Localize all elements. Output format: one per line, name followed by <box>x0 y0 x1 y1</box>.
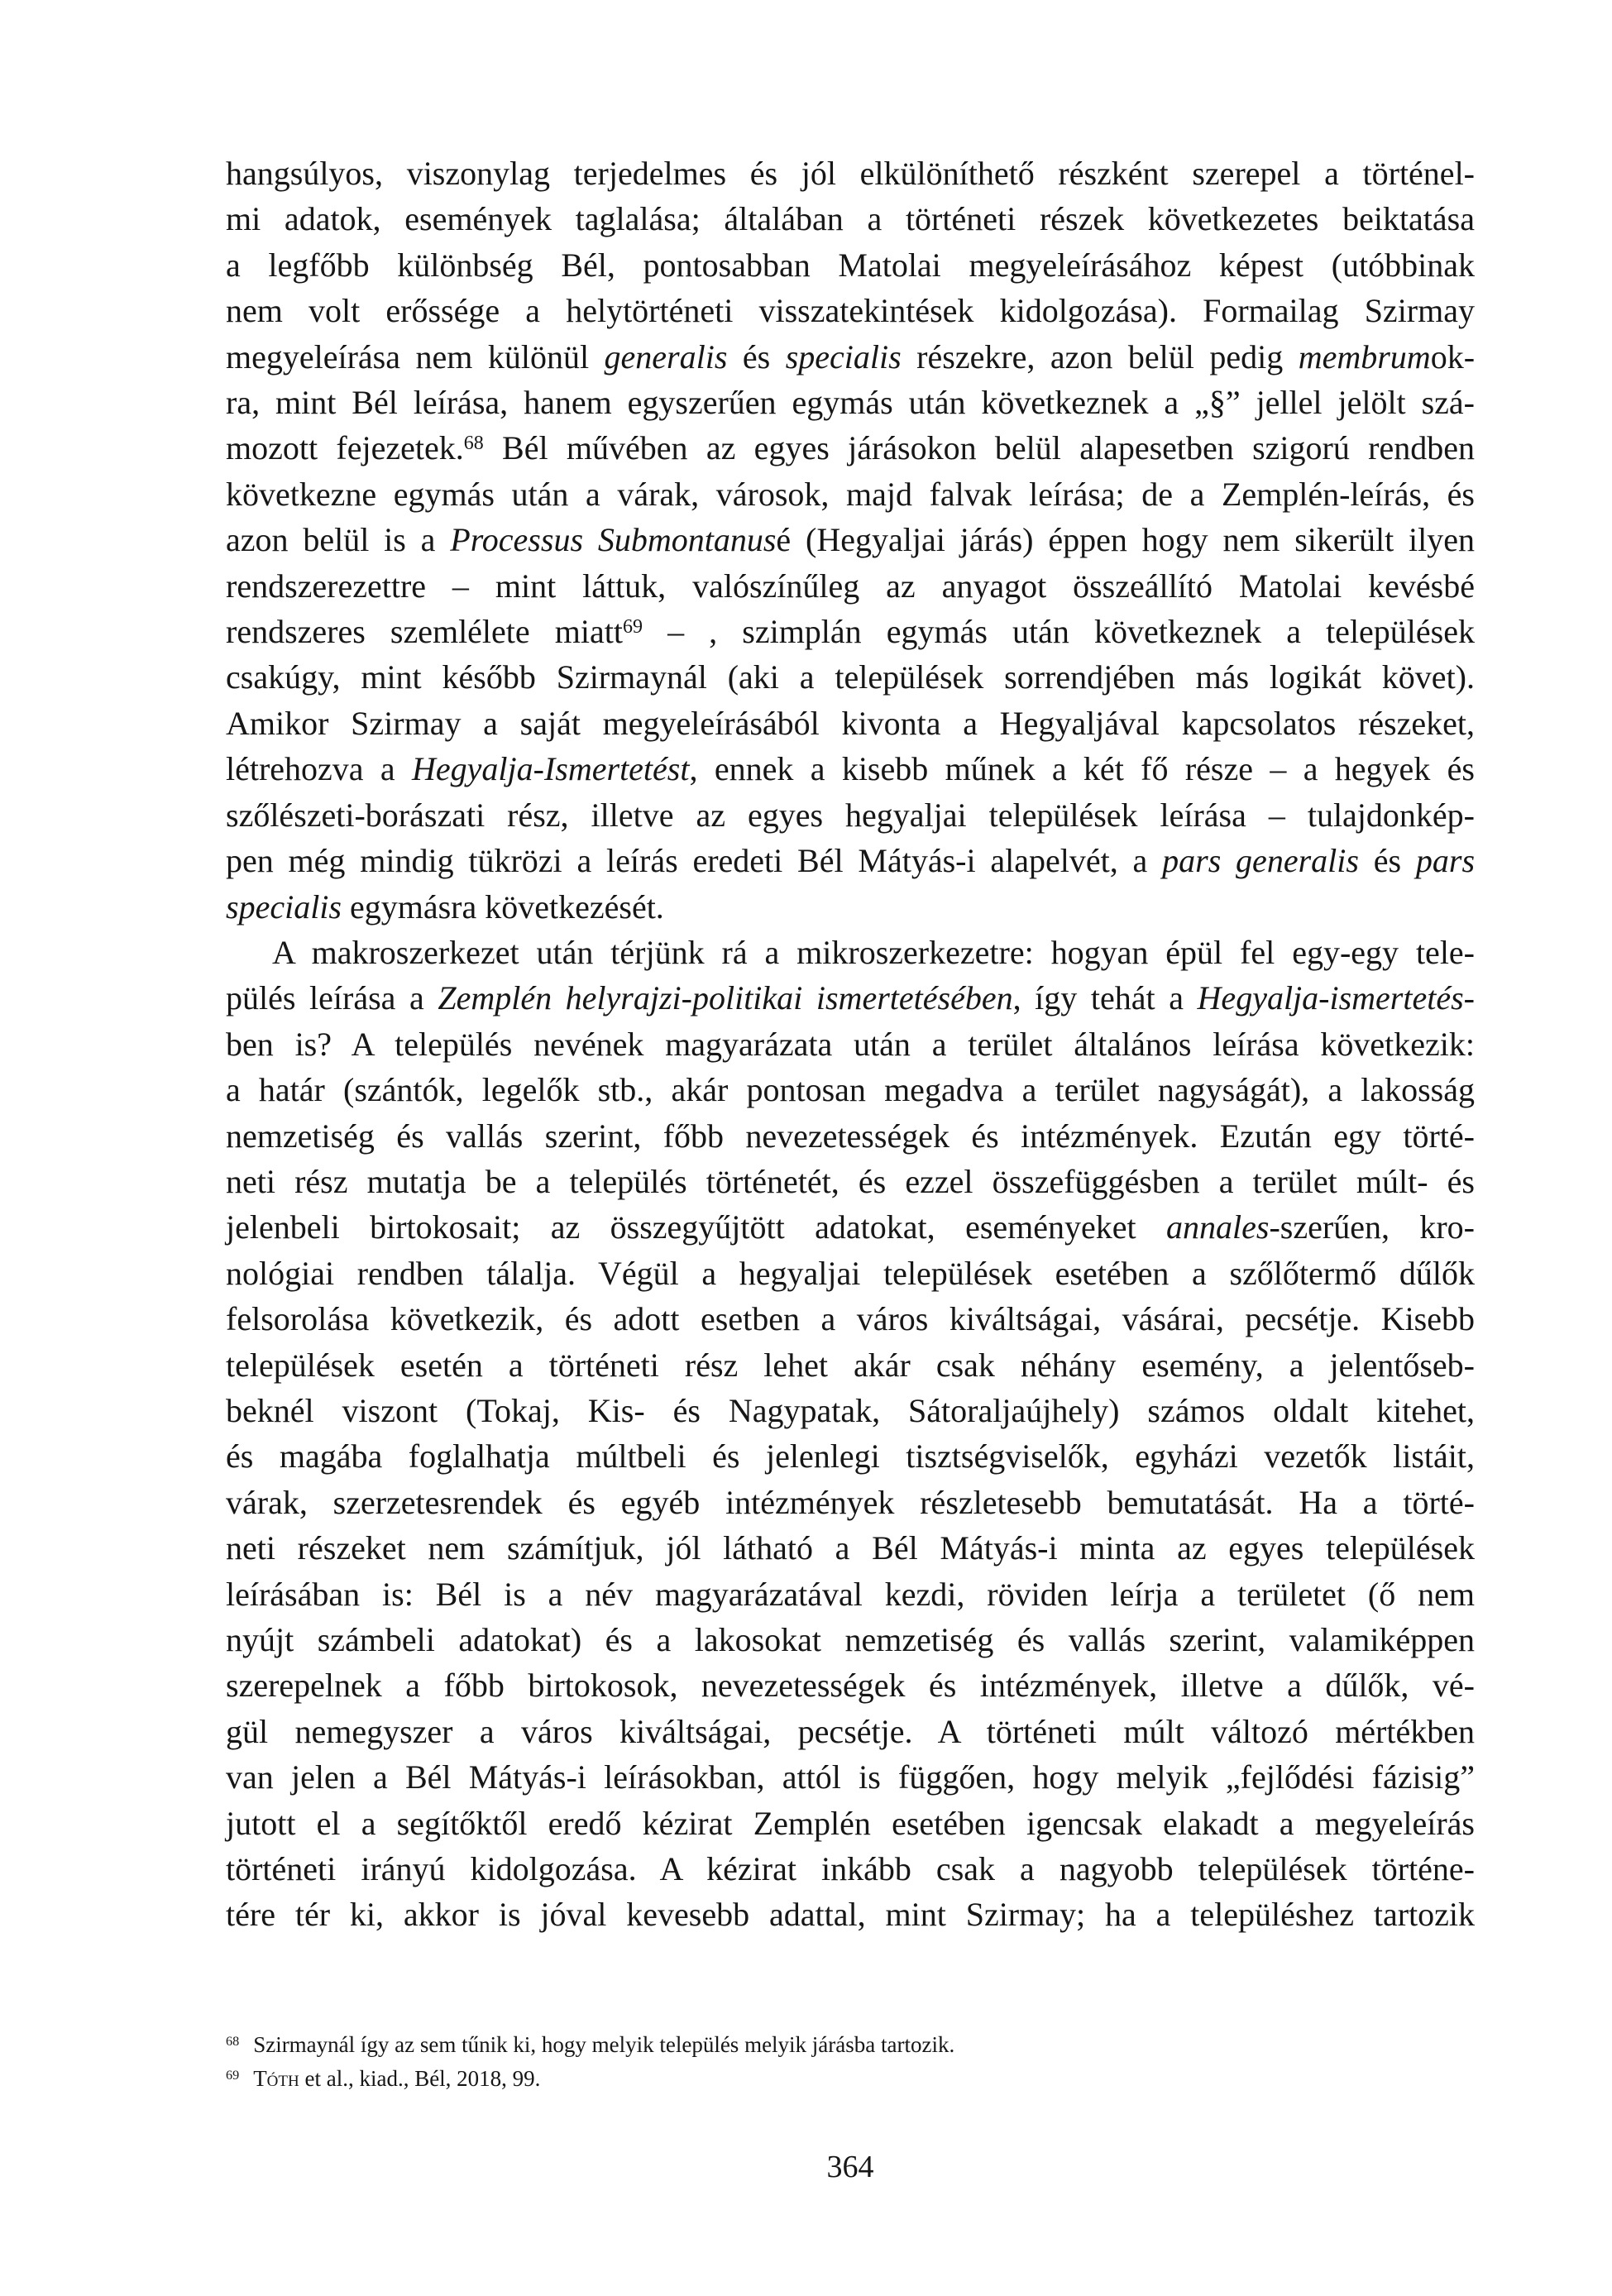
text-line-content <box>226 1388 1475 1433</box>
text-line-content <box>226 792 1475 838</box>
text-line-content <box>226 1709 1475 1754</box>
text-line <box>226 1846 1475 1892</box>
text-run: egymásra következését. <box>341 887 664 926</box>
text-line-content <box>226 609 1475 654</box>
text-line-content <box>226 1067 1475 1112</box>
text-line-content <box>226 701 1475 746</box>
text-line <box>226 517 1475 562</box>
text-run: Tóth <box>253 2066 299 2091</box>
text-run: rendszerezettre – mint láttuk, valószínűleg az anyagot összeállító Matolai kevésbé <box>226 567 1475 605</box>
text-line <box>226 1801 1475 1846</box>
text-line <box>226 1754 1475 1800</box>
text-run: következne egymás után a várak, városok, majd falvak leírása; de a Zemplén-leírás, és <box>226 475 1475 513</box>
text-run: pen még mindig tükrözi a leírás eredeti Bél Mátyás-i alapelvét, a <box>226 842 1163 880</box>
text-line <box>226 471 1475 517</box>
text-line-content <box>226 242 1475 288</box>
text-run: nemzetiség és vallás szerint, főbb nevezetességek és intézmények. Ezután egy törté- <box>226 1117 1475 1155</box>
text-line <box>226 1342 1475 1388</box>
text-line-content <box>226 838 1475 883</box>
text-run: Hegyalja-ismertetés- <box>1197 979 1475 1017</box>
text-run: A makroszerkezet után térjünk rá a mikroszerkezetre: hogyan épül fel egy-egy tele- <box>272 933 1475 971</box>
text-line <box>226 975 1475 1021</box>
text-run: Bél művében az egyes járásokon belül alapesetben szigorú rendben <box>483 429 1475 467</box>
text-run: neti rész mutatja be a település történetét, és ezzel összefüggésben a terület múlt- és <box>226 1162 1475 1200</box>
footnote <box>226 2062 1475 2096</box>
text-line-content <box>226 1617 1475 1662</box>
text-line <box>226 792 1475 838</box>
text-line <box>226 242 1475 288</box>
page-body-text <box>226 151 1475 1938</box>
text-run: membrum <box>1298 337 1431 375</box>
text-run: és <box>1358 842 1416 880</box>
text-run: a határ (szántók, legelők stb., akár pontosan megadva a terület nagyságát), a lakosság <box>226 1071 1475 1109</box>
text-line <box>226 196 1475 242</box>
text-run: Szirmaynál így az sem tűnik ki, hogy melyik település melyik járásba tartozik. <box>253 2032 955 2057</box>
text-line-content <box>226 975 1475 1021</box>
text-line-content <box>226 884 664 930</box>
text-line-content <box>226 1571 1475 1617</box>
text-run: van jelen a Bél Mátyás-i leírásokban, attól is függően, hogy melyik „fejlődési fázisig” <box>226 1758 1475 1796</box>
text-line-content <box>226 196 1475 242</box>
text-line <box>226 654 1475 700</box>
text-run: ben is? A település nevének magyarázata után a terület általános leírása következik: <box>226 1025 1475 1063</box>
text-line <box>226 1892 1475 1937</box>
text-run: leírásában is: Bél is a név magyarázatával kezdi, röviden leírja a területet (ő nem <box>226 1575 1475 1613</box>
text-line <box>226 1617 1475 1662</box>
text-run: és magába foglalhatja múltbeli és jelenlegi tisztségviselők, egyházi vezetők listáit, <box>226 1437 1475 1476</box>
text-line <box>226 151 1475 196</box>
text-line <box>226 746 1475 792</box>
text-run: annales <box>1166 1208 1270 1246</box>
text-line-content <box>226 1159 1475 1204</box>
text-line <box>226 380 1475 425</box>
text-line-content <box>226 1021 1475 1067</box>
text-run: mozott fejezetek. <box>226 429 464 467</box>
text-line-content <box>226 1846 1475 1892</box>
text-run: történeti irányú kidolgozása. A kézirat inkább csak a nagyobb települések történe- <box>226 1850 1475 1888</box>
text-line <box>226 884 1475 930</box>
footnote-number: 68 <box>226 2033 240 2049</box>
text-line-content <box>226 334 1475 380</box>
text-run: részekre, azon belül pedig <box>901 337 1299 375</box>
text-run: , ennek a kisebb műnek a két fő része – a hegyek és <box>689 750 1475 788</box>
text-line <box>226 1113 1475 1159</box>
text-run: Hegyalja-Ismertetést <box>412 750 690 788</box>
text-run: Amikor Szirmay a saját megyeleírásából kivonta a Hegyaljával kapcsolatos részeket, <box>226 704 1475 742</box>
text-line-content <box>226 380 1475 425</box>
text-line <box>226 563 1475 609</box>
text-line-content <box>226 288 1475 333</box>
text-run: generalis <box>604 337 728 375</box>
text-line-content <box>226 1754 1475 1800</box>
text-line <box>226 425 1475 471</box>
page-number: 364 <box>826 2150 874 2184</box>
footnote-number: 69 <box>226 2067 240 2083</box>
text-line <box>226 1480 1475 1525</box>
text-line <box>226 1388 1475 1433</box>
text-run: felsorolása következik, és adott esetben a város kiváltságai, vásárai, pecsétje. Kisebb <box>226 1300 1475 1338</box>
text-run: pars generalis <box>1162 842 1359 880</box>
text-run: pülés leírása a <box>226 979 438 1017</box>
text-line-content <box>226 425 1475 471</box>
text-run: mi adatok, események taglalása; általában a történeti részek következetes beiktatása <box>226 200 1475 238</box>
text-run: ra, mint Bél leírása, hanem egyszerűen egymás után következnek a „§” jellel jelölt szá- <box>226 384 1475 422</box>
text-run: rendszeres szemlélete miatt <box>226 613 623 651</box>
text-line-content <box>226 563 1475 609</box>
text-line-content <box>226 654 1475 700</box>
text-line-content <box>226 1525 1475 1571</box>
text-line-content <box>226 1480 1475 1525</box>
footnote-ref: 69 <box>622 616 643 639</box>
text-line-content <box>226 746 1475 792</box>
text-line-content <box>226 1892 1475 1937</box>
text-run: – , szimplán egymás után következnek a települések <box>642 613 1475 651</box>
text-line <box>226 1204 1475 1250</box>
text-line <box>226 1159 1475 1204</box>
text-run: szerepelnek a főbb birtokosok, nevezetességek és intézmények, illetve a dűlők, vé- <box>226 1667 1475 1705</box>
text-line <box>226 1021 1475 1067</box>
text-line-content <box>226 1342 1475 1388</box>
text-run: azon belül is a <box>226 521 451 559</box>
text-line-content <box>226 1204 1475 1250</box>
text-run: jutott el a segítőktől eredő kézirat Zemplén esetében igencsak elakadt a megyeleírás <box>226 1804 1475 1842</box>
text-line-content <box>226 1251 1475 1296</box>
text-line-content <box>226 151 1475 196</box>
text-line-content <box>226 1662 1475 1708</box>
text-run: szőlészeti-borászati rész, illetve az egyes hegyaljai települések leírása – tulajdonkép- <box>226 796 1475 834</box>
text-run: megyeleírása nem különül <box>226 337 605 375</box>
text-line <box>226 1067 1475 1112</box>
text-run: a legfőbb különbség Bél, pontosabban Matolai megyeleírásához képest (utóbbinak <box>226 246 1475 284</box>
text-line <box>226 334 1475 380</box>
text-line <box>226 1662 1475 1708</box>
text-line <box>226 288 1475 333</box>
text-line <box>226 838 1475 883</box>
text-line <box>226 1251 1475 1296</box>
text-line <box>226 1571 1475 1617</box>
footnotes <box>226 2028 1475 2096</box>
text-run: várak, szerzetesrendek és egyéb intézmények részletesebb bemutatását. Ha a törté- <box>226 1483 1475 1521</box>
text-line <box>226 1709 1475 1754</box>
footnote-ref: 68 <box>463 433 484 455</box>
text-line-content <box>272 930 1475 975</box>
text-line-content <box>226 1296 1475 1342</box>
text-run: specialis <box>226 887 342 926</box>
text-line <box>226 1296 1475 1342</box>
text-line-content <box>226 1801 1475 1846</box>
text-run: -szerűen, kro- <box>1269 1208 1476 1246</box>
text-run: nológiai rendben tálalja. Végül a hegyaljai települések esetében a szőlőtermő dűlők <box>226 1254 1475 1292</box>
text-line <box>226 609 1475 654</box>
text-run: csakúgy, mint később Szirmaynál (aki a települések sorrendjében más logikát követ). <box>226 658 1475 696</box>
text-run: ok- <box>1430 337 1476 375</box>
text-run: beknél viszont (Tokaj, Kis- és Nagypatak, Sátoraljaújhely) számos oldalt kitehet, <box>226 1391 1475 1429</box>
text-run: létrehozva a <box>226 750 413 788</box>
text-run: Processus Submontanus <box>450 521 777 559</box>
text-line-content <box>226 471 1475 517</box>
text-run: é (Hegyaljai járás) éppen hogy nem sikerült ilyen <box>776 521 1476 559</box>
text-run: Zemplén helyrajzi-politikai ismertetésében <box>438 979 1013 1017</box>
text-run: települések esetén a történeti rész lehet akár csak néhány esemény, a jelentőseb- <box>226 1346 1475 1384</box>
text-run: pars <box>1415 842 1476 880</box>
footnote <box>226 2028 1475 2062</box>
text-line <box>226 701 1475 746</box>
text-run: , így tehát a <box>1012 979 1198 1017</box>
text-run: nyújt számbeli adatokat) és a lakosokat nemzetiség és vallás szerint, valamiképpen <box>226 1621 1475 1658</box>
text-line <box>226 930 1475 975</box>
text-run: hangsúlyos, viszonylag terjedelmes és jól elkülöníthető részként szerepel a történel- <box>226 155 1475 192</box>
text-line-content <box>226 517 1475 562</box>
text-run: nem volt erőssége a helytörténeti visszatekintések kidolgozása). Formailag Szirmay <box>226 292 1475 330</box>
text-run: et al., kiad., Bél, 2018, 99. <box>299 2066 541 2091</box>
text-run: és <box>727 337 786 375</box>
text-run: neti részeket nem számítjuk, jól látható a Bél Mátyás-i minta az egyes települések <box>226 1529 1475 1567</box>
text-run: gül nemegyszer a város kiváltságai, pecsétje. A történeti múlt változó mértékben <box>226 1712 1475 1750</box>
text-run: jelenbeli birtokosait; az összegyűjtött adatokat, eseményeket <box>226 1208 1167 1246</box>
text-run: tére tér ki, akkor is jóval kevesebb adattal, mint Szirmay; ha a településhez tartozik <box>226 1896 1475 1934</box>
text-line <box>226 1525 1475 1571</box>
text-line <box>226 1433 1475 1479</box>
text-line-content <box>226 1433 1475 1479</box>
text-run: specialis <box>785 337 902 375</box>
text-line-content <box>226 1113 1475 1159</box>
